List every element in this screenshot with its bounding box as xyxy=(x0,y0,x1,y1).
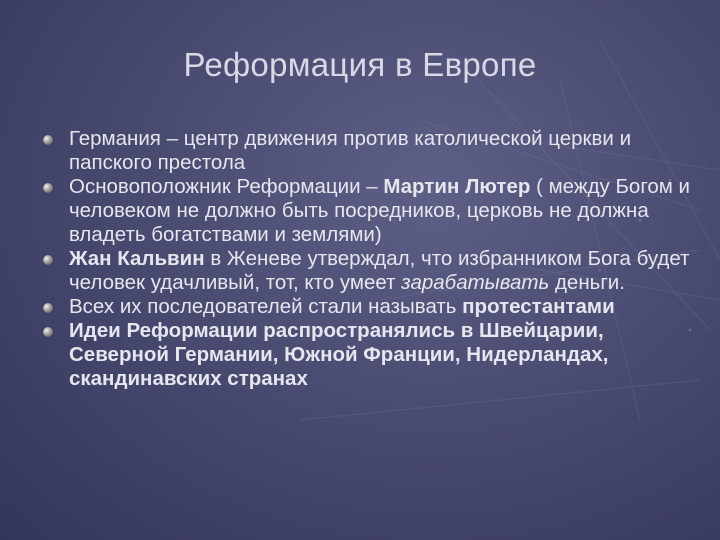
bullet-text-segment: Жан Кальвин xyxy=(69,247,205,270)
bullet-text-segment: в Женеве утверждал, что избранником Бога будет человек удачливый, тот, кто умеет xyxy=(69,247,690,294)
bullet-text-segment: протестантами xyxy=(462,295,615,318)
bullet-text-segment: зарабатывать xyxy=(401,271,550,294)
bullet-dot-icon xyxy=(43,255,53,265)
bullet-item xyxy=(43,175,703,247)
bullet-dot-icon xyxy=(43,327,53,337)
bullet-list xyxy=(43,127,703,391)
bullet-text-segment: Всех их последователей стали называть xyxy=(69,295,463,318)
bullet-text-segment: деньги. xyxy=(549,271,625,294)
bullet-text-segment: Германия – центр движения против католической церкви и папского престола xyxy=(69,127,632,174)
bullet-item xyxy=(43,295,703,319)
bullet-item xyxy=(43,127,703,175)
bullet-text-segment: Идеи Реформации распространялись в Швейцарии, Северной Германии, Южной Франции, Нидерландах, скандинавских странах xyxy=(69,319,609,390)
bullet-item xyxy=(43,319,703,391)
slide-title: Реформация в Европе xyxy=(183,46,537,83)
bullet-text-segment: Мартин Лютер xyxy=(383,175,531,198)
bullet-dot-icon xyxy=(43,303,53,313)
bullet-text-segment: ( между Богом и человеком не должно быть посредников, церковь не должна владеть богатствами и землями) xyxy=(69,175,691,246)
bullet-dot-icon xyxy=(43,135,53,145)
bullet-item xyxy=(43,247,703,295)
bullet-dot-icon xyxy=(43,183,53,193)
bullet-text-segment: Основоположник Реформации – xyxy=(69,175,384,198)
